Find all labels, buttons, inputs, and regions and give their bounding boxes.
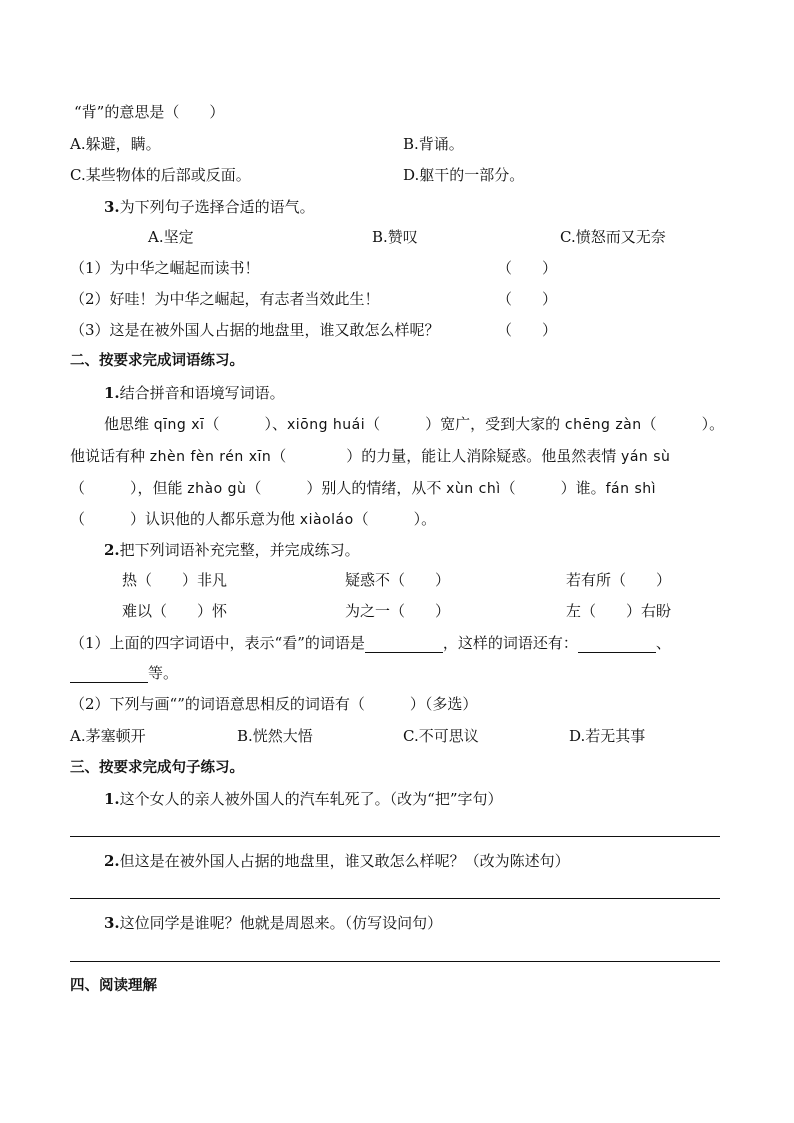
text-run: 等。 [148, 664, 179, 682]
question-number: 3. [104, 198, 120, 216]
question-number: 3. [104, 914, 120, 932]
pinyin-paragraph-line-4 [70, 509, 436, 530]
pinyin: qīng xī [153, 417, 205, 433]
text-run: （ ）。 [641, 415, 725, 433]
question-2-idioms [104, 540, 360, 560]
tone-item-1: （1）为中华之崛起而读书！ [70, 259, 260, 277]
pinyin-paragraph-line-3 [70, 478, 656, 499]
text-run: （ ）。 [353, 510, 437, 528]
pinyin: yán sù [621, 449, 671, 465]
section-4-title: 四、阅读理解 [70, 978, 157, 994]
text-run: （ ）的力量，能让人消除疑惑。他虽然表情 [271, 447, 622, 465]
question-number: 2. [104, 541, 120, 559]
sentence-task-2 [104, 851, 570, 871]
pinyin: fán shì [605, 481, 656, 497]
tone-item-3: （3）这是在被外国人占据的地盘里，谁又敢怎么样呢？ [70, 321, 440, 339]
choice-option: B.恍然大悟 [237, 727, 313, 745]
choice-option: A.茅塞顿开 [70, 727, 146, 745]
text-run: （1）上面的四字词语中，表示“看”的词语是 [70, 634, 365, 652]
pinyin: zhèn fèn rén xīn [149, 449, 272, 465]
section-3-title: 三、按要求完成句子练习。 [70, 760, 244, 776]
text-run: ，这样的词语还有： [442, 634, 578, 652]
answer-line[interactable] [70, 836, 720, 837]
choice-option: C.不可思议 [403, 727, 479, 745]
text-run: （ ）别人的情绪，从不 [246, 479, 447, 497]
answer-blank[interactable] [70, 666, 148, 683]
pinyin: xùn chì [446, 481, 501, 497]
pinyin-paragraph-line-2 [70, 446, 670, 467]
option-d: D.躯干的一部分。 [403, 166, 525, 184]
tone-item-2: （2）好哇！为中华之崛起，有志者当效此生！ [70, 290, 380, 308]
answer-paren: （ ） [497, 259, 558, 277]
choice-option: D.若无其事 [569, 727, 646, 745]
text-run: （ ）谁。 [500, 479, 606, 497]
text-run: （ ）、 [204, 415, 287, 433]
idiom-sub-question-1-cont [70, 663, 178, 683]
option-a: A.躲避，瞒。 [70, 135, 161, 153]
question-bei-stem: “背”的意思是（ ） [74, 103, 225, 121]
question-stem: 结合拼音和语境写词语。 [119, 384, 285, 402]
answer-paren: （ ） [497, 321, 558, 339]
idiom-item: 难以（ ）怀 [122, 602, 228, 620]
answer-paren: （ ） [497, 290, 558, 308]
idiom-sub-question-2: （2）下列与画“”的词语意思相反的词语有（ ）（多选） [70, 695, 478, 713]
pinyin-paragraph-line-1 [104, 414, 724, 435]
question-stem: 但这是在被外国人占据的地盘里，谁又敢怎么样呢？（改为陈述句） [119, 852, 570, 870]
question-stem: 把下列词语补充完整，并完成练习。 [119, 541, 360, 559]
answer-blank[interactable] [578, 636, 656, 653]
pinyin: chēng zàn [564, 417, 642, 433]
sentence-task-1 [104, 789, 503, 809]
question-number: 2. [104, 852, 120, 870]
idiom-item: 左（ ）右盼 [566, 602, 672, 620]
question-stem: 这位同学是谁呢？他就是周恩来。（仿写设问句） [119, 914, 443, 932]
text-run: （ ），但能 [70, 479, 188, 497]
pinyin: xiàoláo [299, 512, 354, 528]
option-b: B.背诵。 [403, 135, 464, 153]
text-run: （ ）认识他的人都乐意为他 [70, 510, 300, 528]
text-run: （ ）宽广，受到大家的 [365, 415, 565, 433]
pinyin: zhào gù [187, 481, 247, 497]
answer-line[interactable] [70, 961, 720, 962]
question-stem: 这个女人的亲人被外国人的汽车轧死了。（改为“把”字句） [119, 790, 503, 808]
pinyin: xiōng huái [286, 417, 366, 433]
answer-line[interactable] [70, 898, 720, 899]
idiom-item: 若有所（ ） [566, 571, 672, 589]
tone-option-b: B.赞叹 [372, 228, 418, 246]
idiom-item: 疑惑不（ ） [345, 571, 451, 589]
question-number: 1. [104, 790, 120, 808]
tone-option-c: C.愤怒而又无奈 [560, 228, 666, 246]
option-c: C.某些物体的后部或反面。 [70, 166, 251, 184]
idiom-sub-question-1 [70, 633, 671, 653]
answer-blank[interactable] [365, 636, 443, 653]
text-run: 他说话有种 [70, 447, 150, 465]
tone-option-a: A.坚定 [148, 228, 194, 246]
text-run: 、 [655, 634, 671, 652]
question-stem: 为下列句子选择合适的语气。 [119, 198, 315, 216]
section-2-title: 二、按要求完成词语练习。 [70, 353, 244, 369]
question-3-tone [104, 197, 315, 217]
idiom-item: 热（ ）非凡 [122, 571, 228, 589]
question-number: 1. [104, 384, 120, 402]
question-1-pinyin [104, 383, 285, 403]
sentence-task-3 [104, 913, 442, 933]
text-run: 他思维 [104, 415, 154, 433]
idiom-item: 为之一（ ） [345, 602, 451, 620]
